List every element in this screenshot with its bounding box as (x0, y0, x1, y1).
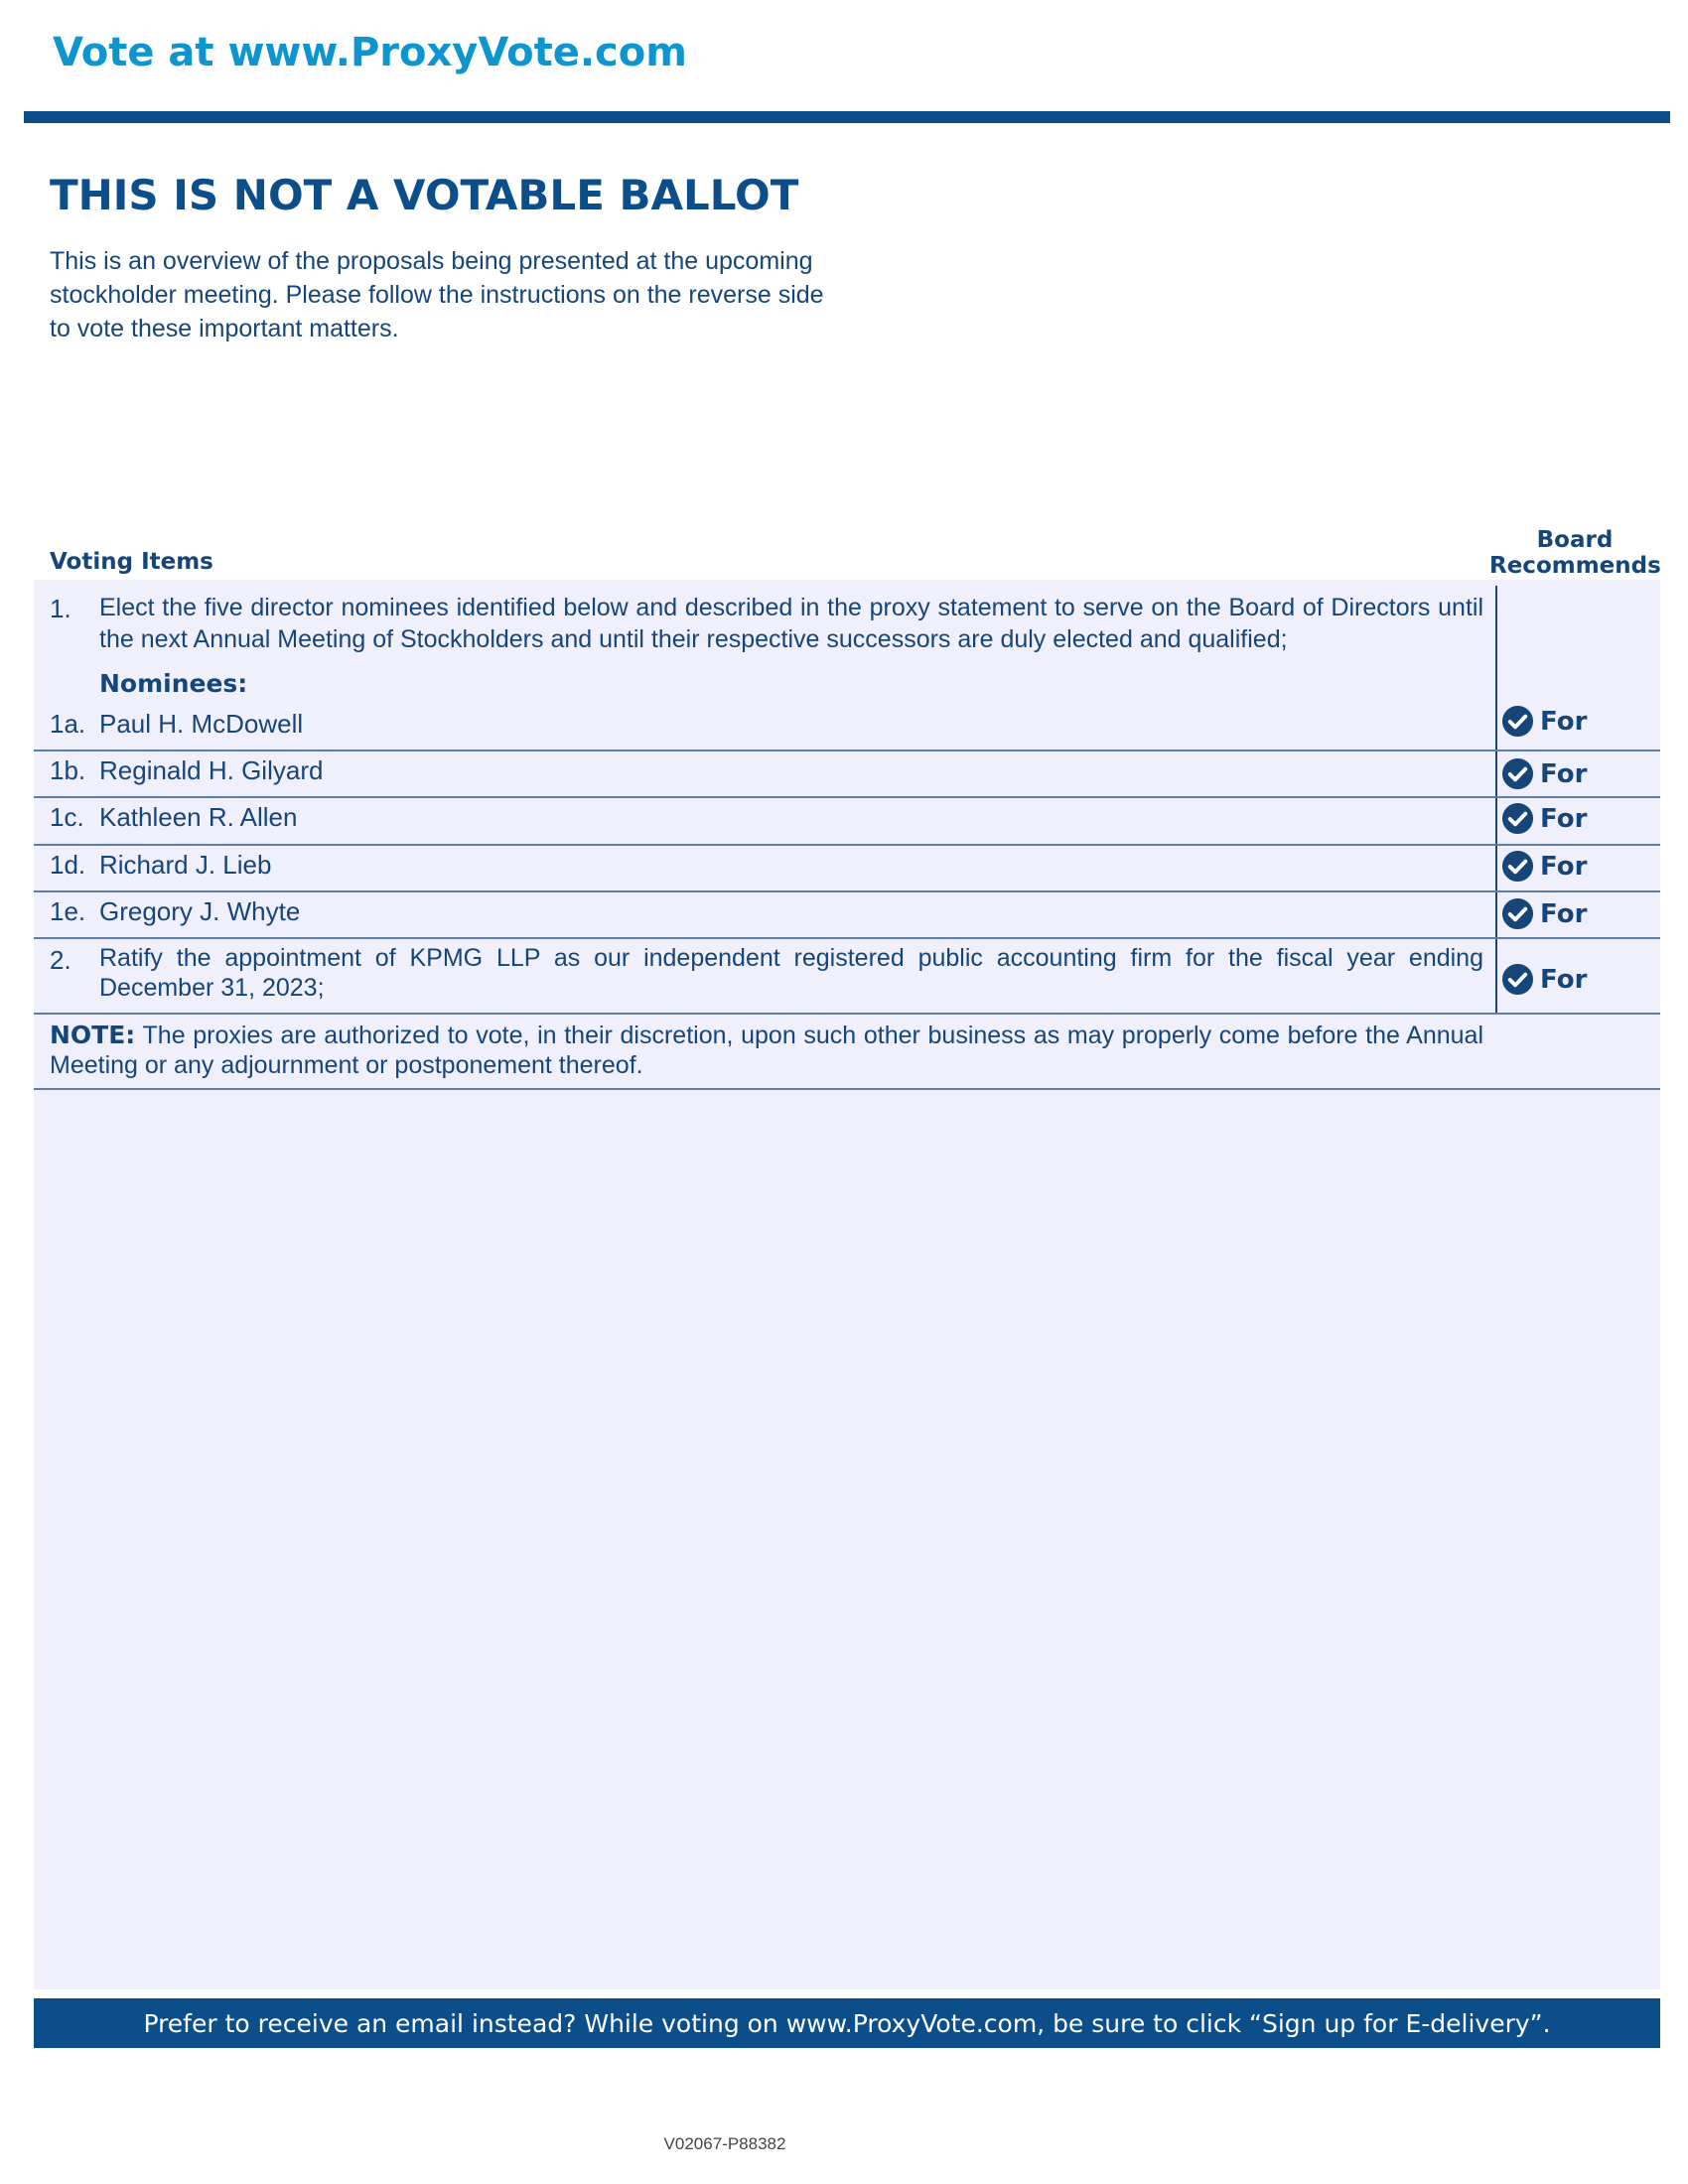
row-divider (34, 937, 1660, 939)
note-label: NOTE: (50, 1021, 136, 1049)
document-code: V02067-P88382 (663, 2134, 786, 2153)
nominee-name: Kathleen R. Allen (99, 802, 298, 832)
voting-items-header: Voting Items (50, 549, 213, 575)
nominee-name: Gregory J. Whyte (99, 896, 301, 926)
proposal-2-text: Ratify the appointment of KPMG LLP as our independent registered public accounting firm for the fiscal year ending December 31, 2023; (99, 944, 1483, 1002)
nominee-recommendation (1501, 850, 1587, 883)
nominee-recommendation (1501, 897, 1587, 930)
proposal-2-recommendation (1501, 963, 1587, 996)
row-divider (34, 1088, 1660, 1090)
board-recommends-line1: Board (1536, 527, 1614, 553)
check-circle-icon (1501, 897, 1534, 930)
e-delivery-banner (34, 1998, 1660, 2048)
proposal-2-number: 2. (50, 945, 71, 975)
nominee-recommendation (1501, 802, 1587, 835)
recommendation-label: For (1540, 964, 1588, 995)
nominee-number: 1b. (50, 755, 86, 785)
column-divider (1495, 586, 1497, 1015)
nominee-number: 1a. (50, 709, 86, 739)
row-divider (34, 890, 1660, 892)
row-divider (34, 796, 1660, 798)
board-recommends-header (1489, 527, 1660, 579)
row-divider (34, 844, 1660, 846)
ballot-heading: THIS IS NOT A VOTABLE BALLOT (50, 171, 799, 219)
nominee-name: Richard J. Lieb (99, 850, 272, 880)
check-circle-icon (1501, 705, 1534, 738)
note-text: The proxies are authorized to vote, in their discretion, upon such other business as may properly come before the Annual Meeting or any adjournment or postponement thereof. (50, 1022, 1483, 1079)
vote-url-title: Vote at www.ProxyVote.com (53, 30, 687, 75)
row-divider (34, 1013, 1660, 1015)
recommendation-label: For (1540, 898, 1588, 929)
nominee-number: 1c. (50, 802, 84, 832)
nominees-label: Nominees: (99, 669, 248, 698)
check-circle-icon (1501, 850, 1534, 883)
proposal-1-text: Elect the five director nominees identified below and described in the proxy statement to serve on the Board of Directors until the next Annual Meeting of Stockholders and until their respective successors are duly elected and qualified; (99, 594, 1483, 653)
nominee-name: Paul H. McDowell (99, 709, 304, 739)
recommendation-label: For (1540, 758, 1588, 789)
nominee-number: 1d. (50, 850, 86, 880)
board-recommends-line2: Recommends (1489, 553, 1661, 579)
check-circle-icon (1501, 757, 1534, 790)
row-divider (34, 750, 1660, 751)
intro-text: This is an overview of the proposals being presented at the upcoming stockholder meeting. Please follow the instructions on the reverse side to vote these important matters. (50, 247, 824, 342)
nominee-recommendation (1501, 757, 1587, 790)
nominee-number: 1e. (50, 896, 86, 926)
check-circle-icon (1501, 963, 1534, 996)
recommendation-label: For (1540, 803, 1588, 834)
nominee-recommendation (1501, 705, 1587, 738)
voting-items-panel (34, 580, 1660, 1989)
note (50, 1021, 1483, 1080)
proposal-1-number: 1. (50, 594, 71, 623)
nominee-name: Reginald H. Gilyard (99, 755, 324, 785)
check-circle-icon (1501, 802, 1534, 835)
header-rule (24, 111, 1670, 123)
e-delivery-banner-text: Prefer to receive an email instead? While voting on www.ProxyVote.com, be sure to click “Sign up for E-delivery”. (143, 2008, 1551, 2038)
recommendation-label: For (1540, 851, 1588, 882)
recommendation-label: For (1540, 706, 1588, 737)
